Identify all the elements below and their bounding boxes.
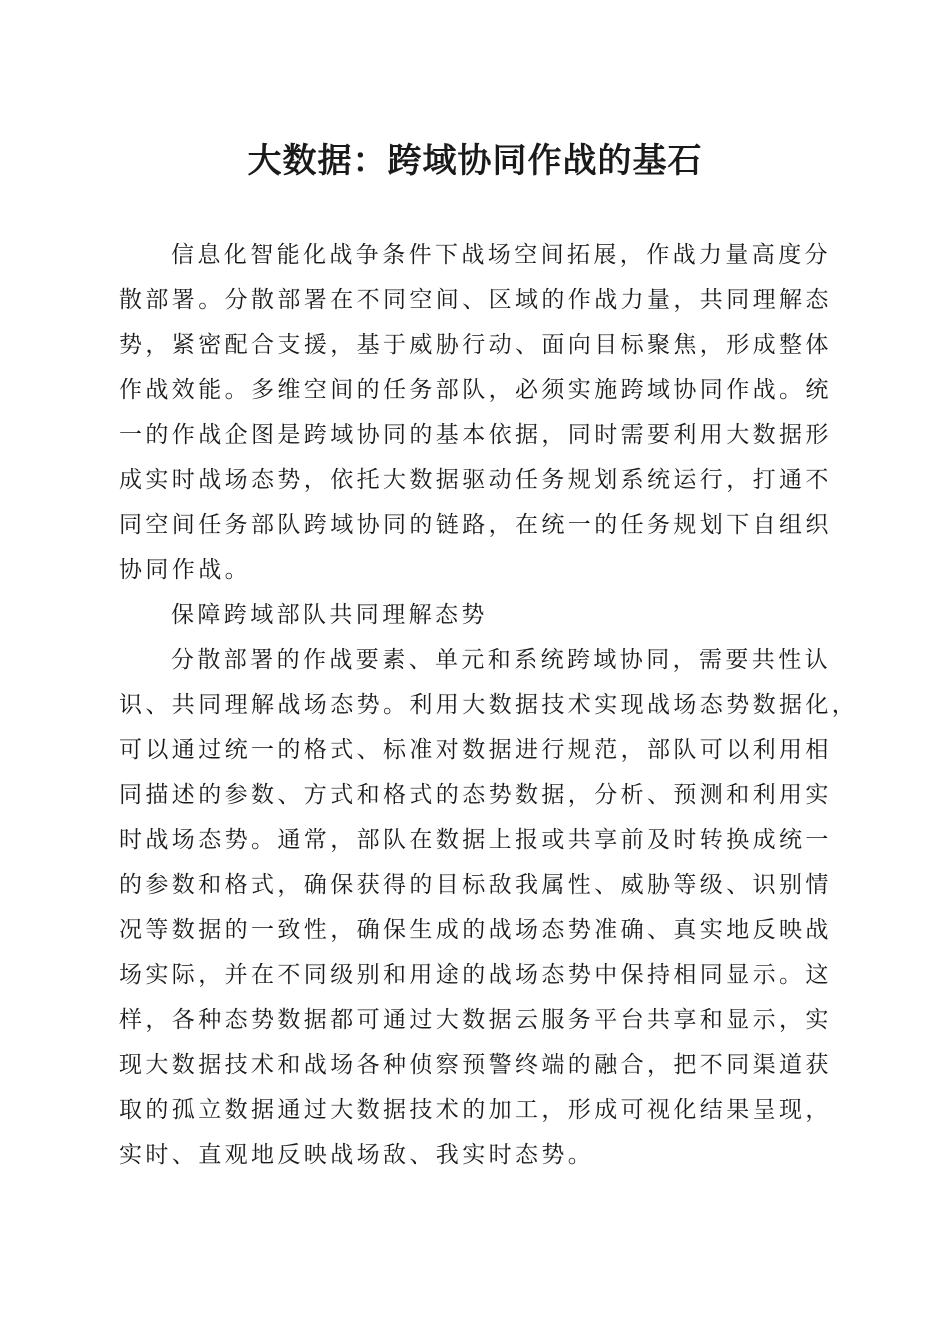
paragraph-line: 作战效能。多维空间的任务部队，必须实施跨域协同作战。统 — [119, 377, 832, 403]
paragraph-line: 况等数据的一致性，确保生成的战场态势准确、真实地反映战 — [119, 917, 832, 943]
document-body — [119, 233, 859, 1178]
paragraph-line: 信息化智能化战争条件下战场空间拓展，作战力量高度分 — [171, 242, 831, 268]
paragraph-line: 协同作战。 — [119, 557, 251, 583]
paragraph-line: 散部署。分散部署在不同空间、区域的作战力量，共同理解态 — [119, 287, 832, 313]
paragraph-line: 取的孤立数据通过大数据技术的加工，形成可视化结果呈现， — [119, 1097, 832, 1123]
paragraph-line: 势，紧密配合支援，基于威胁行动、面向目标聚焦，形成整体 — [119, 332, 832, 358]
paragraph-line: 的参数和格式，确保获得的目标敌我属性、威胁等级、识别情 — [119, 872, 832, 898]
paragraph-line: 时战场态势。通常，部队在数据上报或共享前及时转换成统一 — [119, 827, 832, 853]
paragraph-line: 同空间任务部队跨域协同的链路，在统一的任务规划下自组织 — [119, 512, 832, 538]
paragraph-line: 识、共同理解战场态势。利用大数据技术实现战场态势数据化， — [119, 692, 859, 718]
document-title: 大数据：跨域协同作战的基石 — [247, 141, 703, 181]
paragraph-line: 分散部署的作战要素、单元和系统跨域协同，需要共性认 — [171, 647, 831, 673]
paragraph-line: 可以通过统一的格式、标准对数据进行规范，部队可以利用相 — [119, 737, 832, 763]
paragraph-line: 一的作战企图是跨域协同的基本依据，同时需要利用大数据形 — [119, 422, 832, 448]
paragraph-line: 现大数据技术和战场各种侦察预警终端的融合，把不同渠道获 — [119, 1052, 832, 1078]
paragraph-line: 同描述的参数、方式和格式的态势数据，分析、预测和利用实 — [119, 782, 832, 808]
paragraph-line: 场实际，并在不同级别和用途的战场态势中保持相同显示。这 — [119, 962, 832, 988]
paragraph-line: 样，各种态势数据都可通过大数据云服务平台共享和显示，实 — [119, 1007, 832, 1033]
paragraph-line: 成实时战场态势，依托大数据驱动任务规划系统运行，打通不 — [119, 467, 832, 493]
paragraph-line: 实时、直观地反映战场敌、我实时态势。 — [119, 1142, 595, 1168]
section-heading: 保障跨域部队共同理解态势 — [171, 602, 488, 628]
